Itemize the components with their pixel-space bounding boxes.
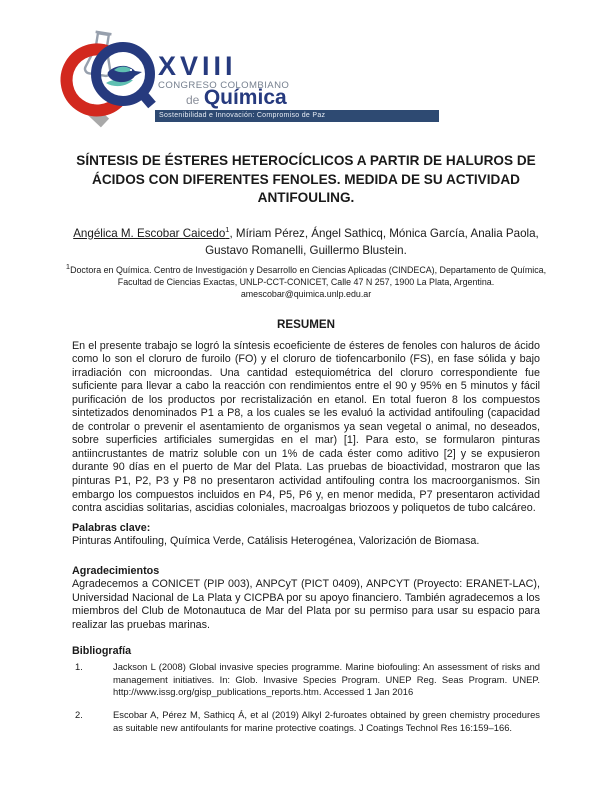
first-author: Angélica M. Escobar Caicedo$^1$ <box>73 224 230 240</box>
coauthors: , Míriam Pérez, Ángel Sathicq, Mónica García, Analia Paola, Gustavo Romanelli, Guillermo Blustein. <box>205 226 539 257</box>
congress-subject-quimica: Química <box>203 86 287 109</box>
bibliography-list <box>72 661 540 735</box>
dove-icon <box>106 66 142 86</box>
congress-name: CONGRESO COLOMBIANO <box>158 80 290 91</box>
authors-line <box>68 225 544 259</box>
keywords-heading: Palabras clave: <box>72 521 151 534</box>
reference-text: Jackson L (2008) Global invasive species programme. Marine biofouling: An assessment of risks and management initiatives. In: Glob. Invasive Species Program. UNEP Reg. Seas Program. UNEP. http://www.issg.org/gisp_publications_reports.htm. Accessed 1 Jan 2016 <box>113 660 540 698</box>
abstract-content <box>0 140 612 735</box>
first-author-affiliation-mark: 1 <box>225 224 230 234</box>
affiliation-text: Doctora en Química. Centro de Investigación y Desarrollo en Ciencias Aplicadas (CINDECA), Departamento de Química, Facultad de Ciencias Exactas, UNLP-CCT-CONICET, Calle 47 N 257, 1900 La Plata, Argentina. amescobar@quimica.unlp.edu.ar <box>70 264 547 299</box>
reference-number: 2. <box>75 709 83 721</box>
resumen-heading: RESUMEN <box>277 317 335 331</box>
paper-title: SÍNTESIS DE ÉSTERES HETEROCÍCLICOS A PARTIR DE HALUROS DE ÁCIDOS CON DIFERENTES FENOLES. MEDIDA DE SU ACTIVIDAD ANTIFOULING. <box>76 153 536 205</box>
congress-subject-de: de <box>186 93 200 107</box>
reference-text: Escobar A, Pérez M, Sathicq Á, et al (2019) Alkyl 2-furoates obtained by green chemistry procedures as suitable new antifoulants for marine protective coatings. J Coatings Technol Res 16:159–166. <box>113 709 540 733</box>
acknowledgements-heading: Agradecimientos <box>72 564 160 577</box>
affiliation-mark: 1 <box>65 261 71 271</box>
bibliography-item <box>72 709 540 735</box>
congress-edition: XVIII <box>158 51 237 81</box>
letter-q-tail <box>140 91 152 105</box>
resumen-body: En el presente trabajo se logró la síntesis ecoeficiente de ésteres de fenoles con haluros de ácido como lo son el cloruro de furoilo (FO) y el cloruro de tiofencarbonilo (FS), en fase sólida y bajo irradiación con microondas. Una cantidad estequiométrica del cloruro correspondiente fue suficiente para llevar a cabo la reacción con rendimientos entre el 90 y 95% en 5 minutos y fácil purificación de los productos por recristalización en etanol. En total fueron 8 los compuestos sintetizados denominados P1 a P8, a los cuales se les evaluó la actividad antifouling (capacidad de controlar o prevenir el asentamiento de organismos ya sean vegetal o animal, no deseados, sobre superficies artificiales sumergidas en el mar) [1]. Para esto, se formularon pinturas antiincrustantes de matriz soluble con un 1% de cada éster como aditivo [2] y se expusieron durante 90 días en el puerto de Mar del Plata. Las pruebas de bioactividad, mostraron que las pinturas P1, P2, P3 y P8 no presentaron actividad antifouling contra los macroorganismos. Sin embargo los compuestos incluidos en P4, P5, P6 y, en menor medida, P7 presentaron actividad contra ascidias solitarias, ascidias coloniales, macroalgas briozoos y poliquetos de tubo calcáreo. <box>72 339 540 515</box>
bibliography-item <box>72 661 540 699</box>
keywords-body: Pinturas Antifouling, Química Verde, Catálisis Heterogénea, Valorización de Biomasa. <box>72 535 480 548</box>
bibliography-heading: Bibliografía <box>72 645 132 658</box>
affiliation-line <box>56 261 556 300</box>
acknowledgements-body: Agradecemos a CONICET (PIP 003), ANPCyT (PICT 0409), ANPCYT (Proyecto: ERANET-LAC), Universidad Nacional de La Plata y CICPBA por su apoyo financiero. También agradecemos a los miembros del Club de Motonautuca de Mar del Plata por su permiso para usar su espacio para realizar las pruebas marinas. <box>72 578 540 631</box>
congress-tagline-banner: Sostenibilidad e Innovación: Compromiso de Paz <box>155 110 439 122</box>
congress-logo-header <box>0 0 612 140</box>
reference-number: 1. <box>75 660 83 672</box>
congress-subject <box>186 86 287 112</box>
